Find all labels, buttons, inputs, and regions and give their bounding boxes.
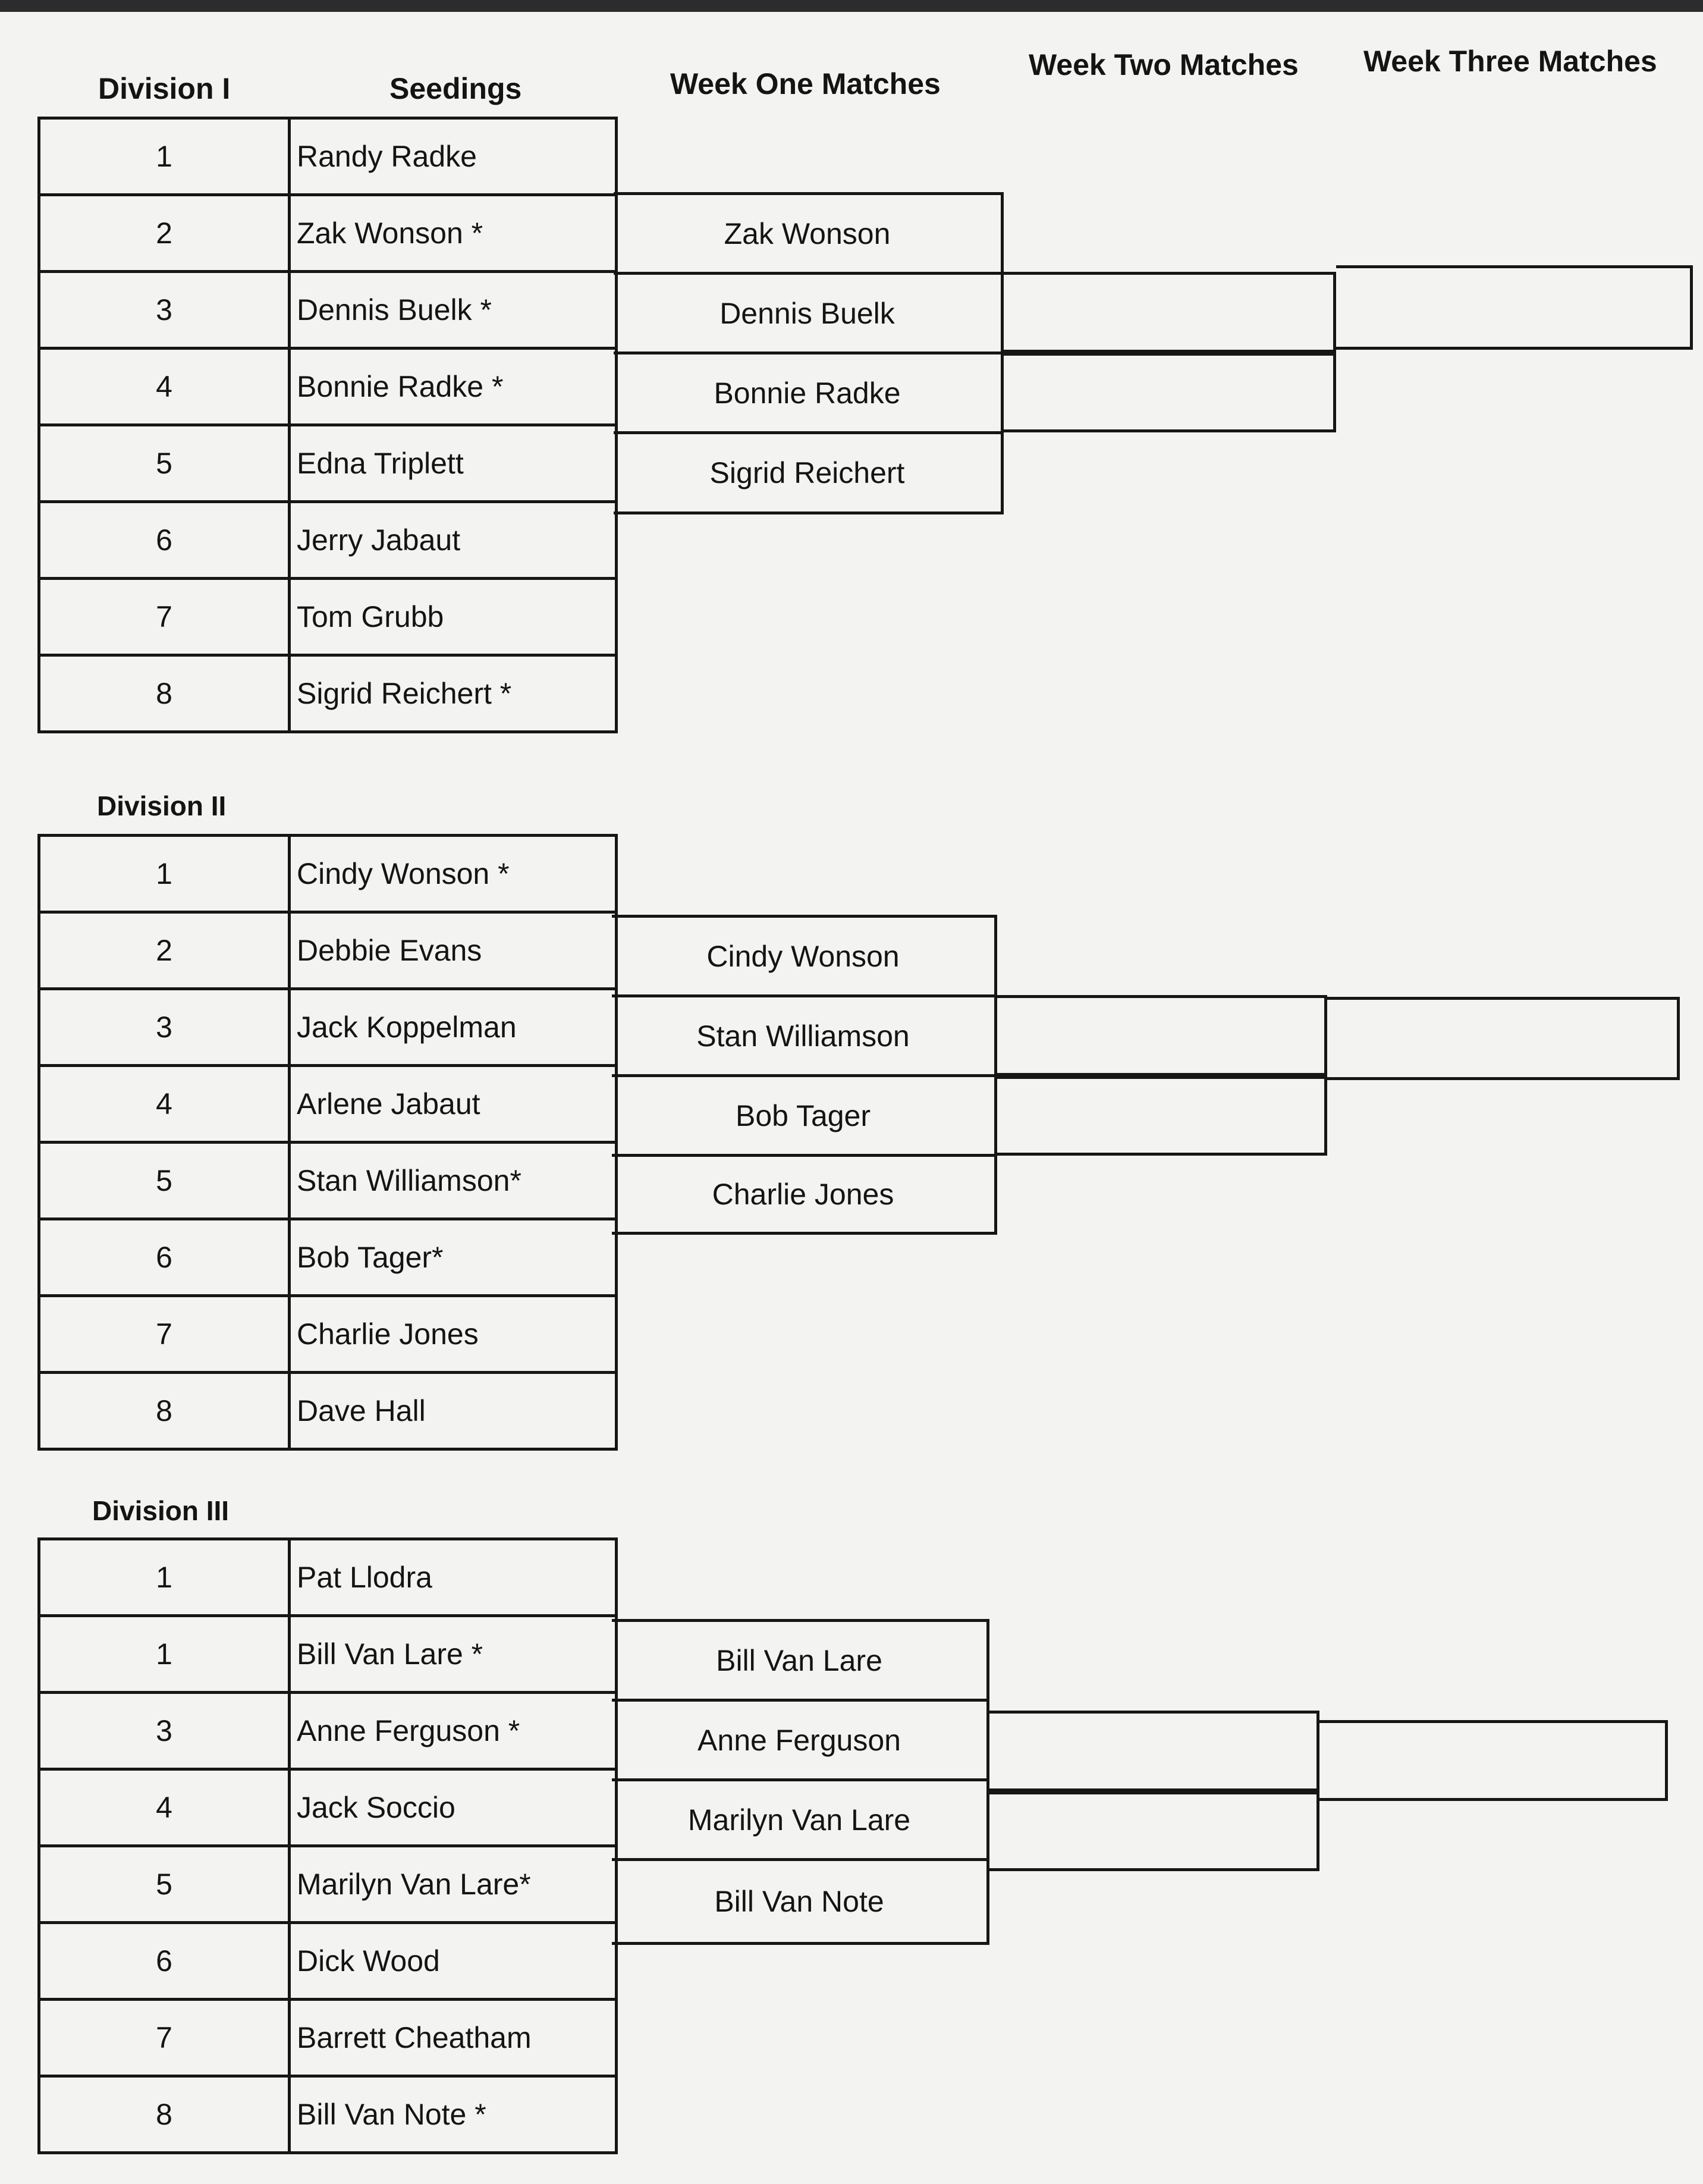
header-seedings: Seedings — [389, 72, 522, 105]
division-2-label: Division II — [97, 790, 227, 821]
seed-name: Jerry Jabaut — [290, 502, 617, 579]
seed-row — [39, 836, 617, 912]
seed-number: 1 — [39, 1616, 290, 1693]
seed-number: 5 — [39, 1143, 290, 1219]
seed-number: 8 — [39, 1373, 290, 1449]
seed-name: Anne Ferguson * — [290, 1693, 617, 1769]
header-division: Division I — [98, 72, 231, 105]
week-two-match-slot — [989, 1791, 1319, 1871]
seed-row — [39, 502, 617, 579]
seed-name: Pat Llodra — [290, 1539, 617, 1616]
seed-number: 3 — [39, 272, 290, 349]
seed-row — [39, 912, 617, 989]
seed-name: Bill Van Note * — [290, 2076, 617, 2153]
week-one-match: Stan Williamson — [612, 994, 997, 1074]
seed-number: 8 — [39, 655, 290, 732]
seed-number: 4 — [39, 1769, 290, 1846]
seed-row — [39, 349, 617, 425]
seed-number: 7 — [39, 2000, 290, 2076]
seed-row — [39, 2076, 617, 2153]
week-one-match: Anne Ferguson — [612, 1699, 989, 1778]
seed-number: 4 — [39, 1066, 290, 1143]
week-two-match-slot — [997, 1076, 1327, 1156]
seed-name: Jack Koppelman — [290, 989, 617, 1066]
week-one-match: Charlie Jones — [612, 1154, 997, 1235]
seed-row — [39, 579, 617, 655]
top-edge-bar — [0, 0, 1703, 12]
seed-row — [39, 1616, 617, 1693]
seed-name: Marilyn Van Lare* — [290, 1846, 617, 1923]
seed-number: 1 — [39, 118, 290, 195]
division-1-seed-table — [37, 117, 618, 733]
seed-name: Arlene Jabaut — [290, 1066, 617, 1143]
seed-row — [39, 655, 617, 732]
week-one-match: Marilyn Van Lare — [612, 1778, 989, 1858]
seed-row — [39, 989, 617, 1066]
week-one-match: Zak Wonson — [614, 192, 1004, 272]
week-one-match: Bonnie Radke — [614, 352, 1004, 431]
seed-number: 5 — [39, 425, 290, 502]
seed-row — [39, 1769, 617, 1846]
seed-number: 7 — [39, 1296, 290, 1373]
division-3-seed-table — [37, 1537, 618, 2154]
seed-row — [39, 1539, 617, 1616]
week-three-match-slot — [1327, 997, 1680, 1080]
week-three-match-slot — [1319, 1720, 1668, 1801]
seed-number: 7 — [39, 579, 290, 655]
seed-row — [39, 1143, 617, 1219]
seed-name: Sigrid Reichert * — [290, 655, 617, 732]
seed-name: Bonnie Radke * — [290, 349, 617, 425]
seed-row — [39, 1923, 617, 2000]
seed-row — [39, 1693, 617, 1769]
seed-number: 1 — [39, 836, 290, 912]
seed-number: 6 — [39, 502, 290, 579]
seed-name: Charlie Jones — [290, 1296, 617, 1373]
seed-name: Zak Wonson * — [290, 195, 617, 272]
week-one-match: Sigrid Reichert — [614, 431, 1004, 514]
seed-name: Dick Wood — [290, 1923, 617, 2000]
seed-name: Bill Van Lare * — [290, 1616, 617, 1693]
week-two-match-slot — [997, 995, 1327, 1076]
seed-name: Barrett Cheatham — [290, 2000, 617, 2076]
seed-number: 2 — [39, 195, 290, 272]
seed-row — [39, 195, 617, 272]
seed-number: 2 — [39, 912, 290, 989]
seed-name: Edna Triplett — [290, 425, 617, 502]
week-one-match: Cindy Wonson — [612, 915, 997, 994]
week-two-match-slot — [989, 1711, 1319, 1791]
seed-name: Jack Soccio — [290, 1769, 617, 1846]
seed-number: 5 — [39, 1846, 290, 1923]
division-3-label: Division III — [92, 1495, 230, 1526]
seed-name: Dave Hall — [290, 1373, 617, 1449]
seed-name: Debbie Evans — [290, 912, 617, 989]
seed-name: Dennis Buelk * — [290, 272, 617, 349]
week-two-match-slot — [1004, 353, 1336, 432]
seed-number: 6 — [39, 1219, 290, 1296]
seed-name: Randy Radke — [290, 118, 617, 195]
header-week-three: Week Three Matches — [1363, 45, 1657, 78]
header-week-two: Week Two Matches — [1029, 48, 1299, 81]
week-one-match: Bill Van Lare — [612, 1619, 989, 1699]
seed-row — [39, 272, 617, 349]
seed-row — [39, 1219, 617, 1296]
week-two-match-slot — [1004, 272, 1336, 353]
seed-name: Bob Tager* — [290, 1219, 617, 1296]
header-week-one: Week One Matches — [670, 67, 941, 101]
division-2-seed-table — [37, 834, 618, 1451]
seed-row — [39, 2000, 617, 2076]
seed-row — [39, 118, 617, 195]
seed-number: 8 — [39, 2076, 290, 2153]
seed-row — [39, 1846, 617, 1923]
seed-number: 3 — [39, 989, 290, 1066]
seed-name: Tom Grubb — [290, 579, 617, 655]
seed-name: Stan Williamson* — [290, 1143, 617, 1219]
week-one-match: Bob Tager — [612, 1074, 997, 1154]
seed-row — [39, 1373, 617, 1449]
week-three-match-slot — [1336, 265, 1693, 350]
seed-number: 6 — [39, 1923, 290, 2000]
seed-row — [39, 1066, 617, 1143]
seed-number: 1 — [39, 1539, 290, 1616]
seed-row — [39, 425, 617, 502]
seed-number: 4 — [39, 349, 290, 425]
seed-number: 3 — [39, 1693, 290, 1769]
seed-name: Cindy Wonson * — [290, 836, 617, 912]
seed-row — [39, 1296, 617, 1373]
week-one-match: Bill Van Note — [612, 1858, 989, 1945]
week-one-match: Dennis Buelk — [614, 272, 1004, 352]
